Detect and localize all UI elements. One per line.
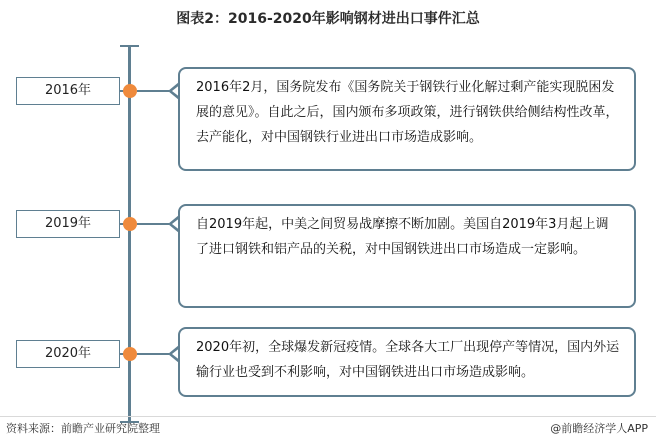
source-note: 资料来源：前瞻产业研究院整理 [6,422,160,435]
timeline-axis [128,46,131,422]
timeline-dot-2016 [123,84,137,98]
timeline-dot-2020 [123,347,137,361]
year-label-2020: 2020年 [16,340,120,368]
event-connector-2019 [137,223,169,225]
event-text-2016: 2016年2月，国务院发布《国务院关于钢铁行业化解过剩产能实现脱困发展的意见》。自此之后，国内颁布多项政策，进行钢铁供给侧结构性改革，去产能化，对中国钢铁行业进出口市场造成影响。 [196,80,619,145]
timeline-dot-2019 [123,217,137,231]
year-label-2019: 2019年 [16,210,120,238]
year-label-2016: 2016年 [16,77,120,105]
event-connector-2016 [137,90,169,92]
event-box-2020 [178,327,636,397]
event-box-2019 [178,204,636,308]
event-text-2020: 2020年初，全球爆发新冠疫情。全球各大工厂出现停产等情况，国内外运输行业也受到不利影响，对中国钢铁进出口市场造成影响。 [196,340,620,380]
footer-divider [0,416,656,417]
event-text-2019: 自2019年起，中美之间贸易战摩擦不断加剧。美国自2019年3月起上调了进口钢铁和铝产品的关税，对中国钢铁进出口市场造成一定影响。 [196,217,609,257]
figure-title: 图表2：2016-2020年影响钢材进出口事件汇总 [176,11,480,27]
brand-credit: @前瞻经济学人APP [550,422,648,435]
event-box-2016 [178,67,636,171]
timeline-top-cap [120,45,139,47]
event-connector-2020 [137,353,169,355]
